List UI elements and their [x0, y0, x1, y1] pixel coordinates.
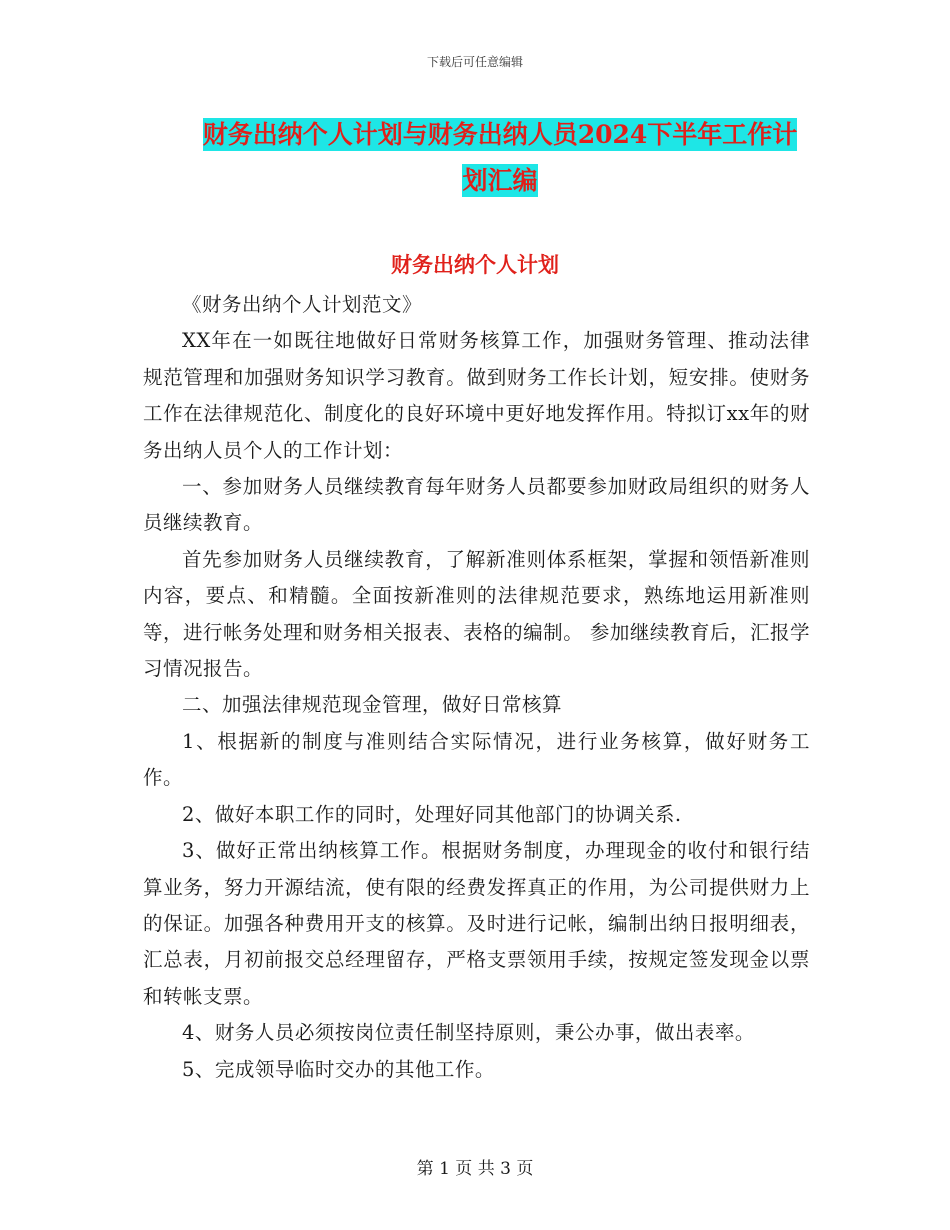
- paragraph: 3、做好正常出纳核算工作。根据财务制度，办理现金的收付和银行结算业务，努力开源结流，使有限的经费发挥真正的作用，为公司提供财力上的保证。加强各种费用开支的核算。及时进行记帐，编制出纳日报明细表，汇总表，月初前报交总经理留存，严格支票领用手续，按规定签发现金以票和转帐支票。: [143, 839, 810, 1008]
- paragraph: XX年在一如既往地做好日常财务核算工作，加强财务管理、推动法律规范管理和加强财务知识学习教育。做到财务工作长计划，短安排。使财务工作在法律规范化、制度化的良好环境中更好地发挥作用。特拟订xx年的财务出纳人员个人的工作计划：: [143, 329, 810, 462]
- paragraph: 2、做好本职工作的同时，处理好同其他部门的协调关系.: [182, 802, 682, 826]
- paragraph: 二、加强法律规范现金管理，做好日常核算: [182, 693, 563, 717]
- paragraph: 《财务出纳个人计划范文》: [182, 293, 423, 316]
- document-title-line-2: 划汇编: [462, 166, 538, 195]
- header-note: 下载后可任意编辑: [426, 55, 523, 69]
- paragraph: 1、根据新的制度与准则结合实际情况，进行业务核算，做好财务工作。: [143, 729, 810, 790]
- page-number-footer: 第 1 页 共 3 页: [416, 1159, 534, 1179]
- document-title: [160, 112, 840, 204]
- document-title-line-1: 财务出纳个人计划与财务出纳人员2024下半年工作计: [202, 120, 798, 149]
- section-title: 财务出纳个人计划: [391, 252, 559, 277]
- paragraph: 4、财务人员必须按岗位责任制坚持原则，秉公办事，做出表率。: [182, 1021, 755, 1045]
- paragraph: 5、完成领导临时交办的其他工作。: [182, 1057, 495, 1081]
- paragraph: 首先参加财务人员继续教育，了解新准则体系框架，掌握和领悟新准则内容，要点、和精髓。全面按新准则的法律规范要求，熟练地运用新准则等，进行帐务处理和财务相关报表、表格的编制。 参加继续教育后，汇报学习情况报告。: [143, 547, 810, 681]
- paragraph: 一、参加财务人员继续教育每年财务人员都要参加财政局组织的财务人员继续教育。: [143, 475, 810, 535]
- body-text: [143, 287, 810, 1088]
